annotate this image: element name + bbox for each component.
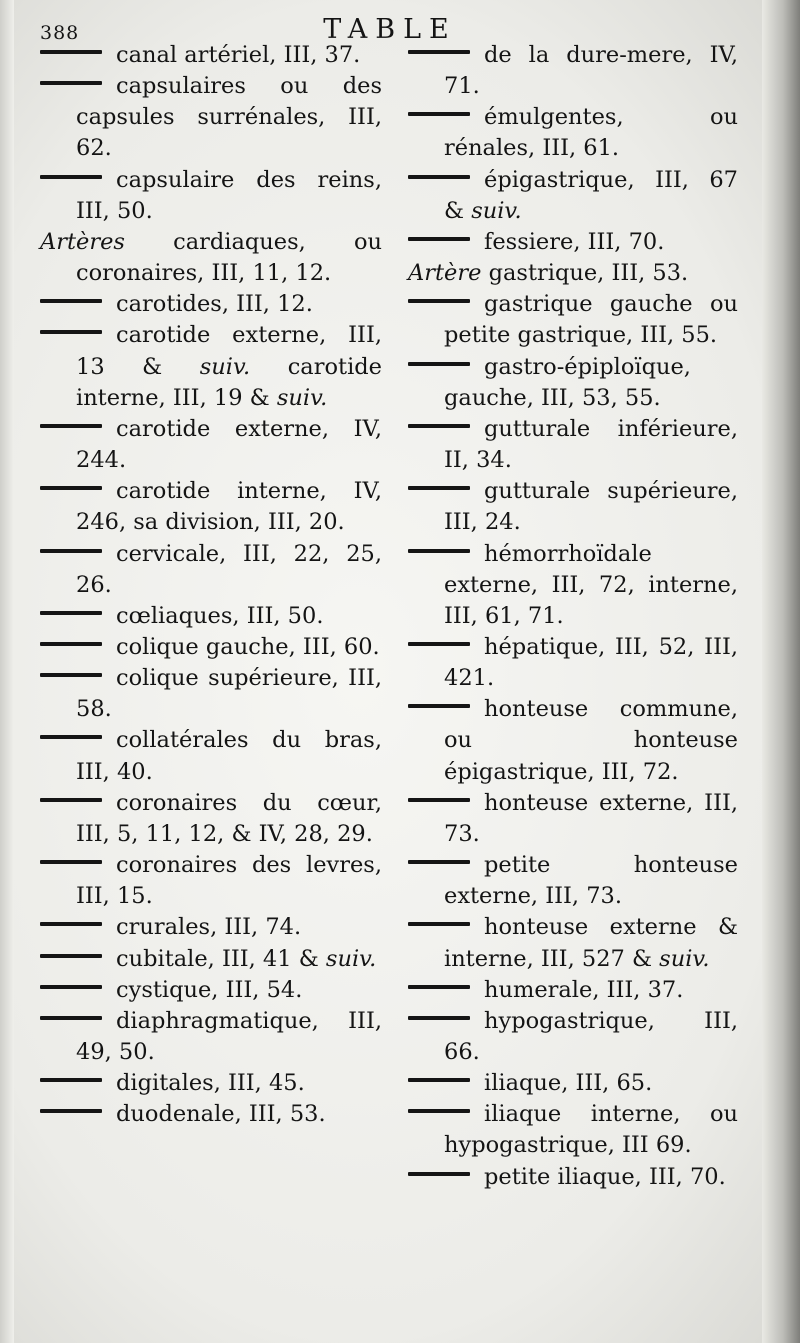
entry-text: gastrique gauche ou petite gastrique, III, 55. (444, 291, 738, 349)
entry-text: colique supérieure, III, 58. (76, 665, 382, 723)
page-left-edge (0, 0, 14, 1343)
entry-text: petite honteuse externe, III, 73. (444, 852, 738, 910)
index-entry (40, 289, 382, 320)
entry-text: carotide externe, III, 13 & (76, 322, 382, 380)
ditto-dash (40, 985, 102, 989)
ditto-dash (408, 362, 470, 366)
entry-text: colique gauche, III, 60. (116, 633, 380, 660)
left-column (40, 40, 382, 1130)
ditto-dash (408, 1016, 470, 1020)
entry-text: diaphragmatique, III, 49, 50. (76, 1007, 382, 1065)
entry-text: honteuse externe, III, 73. (444, 789, 738, 847)
index-entry (40, 944, 382, 975)
index-entry (408, 850, 738, 912)
entry-text: iliaque, III, 65. (484, 1070, 653, 1097)
entry-text: Artère (408, 260, 482, 287)
right-column (408, 40, 738, 1193)
ditto-dash (40, 50, 102, 54)
entry-text: capsulaires ou des capsules surrénales, III, 62. (76, 73, 382, 162)
index-entry (40, 227, 382, 289)
index-entry (408, 1068, 738, 1099)
entry-text: gutturale supérieure, III, 24. (444, 478, 738, 536)
ditto-dash (40, 299, 102, 303)
ditto-dash (40, 175, 102, 179)
ditto-dash (40, 798, 102, 802)
ditto-dash (40, 860, 102, 864)
ditto-dash (40, 954, 102, 958)
entry-text: suiv. (276, 384, 328, 411)
ditto-dash (408, 175, 470, 179)
entry-text: duodenale, III, 53. (116, 1101, 326, 1128)
index-entry (408, 1006, 738, 1068)
entry-text: carotide externe, IV, 244. (76, 415, 382, 474)
entry-text: hépatique, III, 52, III, 421. (444, 633, 738, 692)
index-entry (408, 975, 738, 1006)
index-entry (408, 1162, 738, 1193)
entry-text: collatérales du bras, III, 40. (76, 727, 382, 785)
entry-text: suiv. (659, 945, 710, 972)
ditto-dash (408, 1172, 470, 1176)
ditto-dash (408, 1078, 470, 1082)
index-entry (408, 352, 738, 414)
index-entry (40, 1006, 382, 1068)
entry-text: honteuse commune, ou honteuse épigastrique, III, 72. (444, 696, 738, 785)
ditto-dash (40, 1016, 102, 1020)
ditto-dash (408, 424, 470, 428)
index-entry (40, 320, 382, 413)
index-entry (40, 975, 382, 1006)
entry-text: carotide interne, III, 19 & (76, 353, 382, 411)
ditto-dash (40, 81, 102, 85)
ditto-dash (408, 985, 470, 989)
entry-text: suiv. (471, 197, 522, 224)
ditto-dash (408, 486, 470, 490)
index-entry (408, 227, 738, 258)
entry-text: gastro-épiploïque, gauche, III, 53, 55. (444, 353, 691, 411)
entry-text: fessiere, III, 70. (484, 228, 665, 255)
index-entry (40, 1099, 382, 1130)
index-entry (40, 40, 382, 71)
index-entry (40, 912, 382, 943)
entry-text: coronaires des levres, III, 15. (76, 852, 382, 910)
running-title: TABLE (323, 14, 457, 45)
ditto-dash (40, 611, 102, 615)
entry-text: suiv. (325, 945, 377, 972)
entry-text: hémorrhoïdale externe, III, 72, interne, III, 61, 71. (444, 540, 738, 629)
index-entry (408, 289, 738, 351)
entry-text: cœliaques, III, 50. (116, 602, 324, 629)
ditto-dash (40, 673, 102, 677)
ditto-dash (408, 922, 470, 926)
index-entry (40, 725, 382, 787)
ditto-dash (408, 860, 470, 864)
index-entry (40, 539, 382, 601)
index-entry (40, 71, 382, 164)
entry-text: gastrique, III, 53. (481, 260, 689, 287)
index-entry (40, 663, 382, 725)
index-entry (408, 102, 738, 164)
entry-text: iliaque interne, ou hypogastrique, III 69. (444, 1101, 738, 1159)
entry-text: carotides, III, 12. (116, 291, 313, 318)
ditto-dash (40, 735, 102, 739)
index-entry (408, 788, 738, 850)
index-entry (408, 476, 738, 538)
index-entry (408, 632, 738, 694)
entry-text: Artères (40, 228, 125, 255)
page-number: 388 (40, 22, 80, 44)
index-entry (408, 694, 738, 787)
entry-text: suiv. (199, 353, 251, 380)
ditto-dash (40, 922, 102, 926)
entry-text: cardiaques, ou coronaires, III, 11, 12. (76, 228, 382, 287)
ditto-dash (40, 330, 102, 334)
entry-text: carotide interne, IV, 246, sa division, III, 20. (76, 478, 382, 536)
entry-text: coronaires du cœur, III, 5, 11, 12, & IV, 28, 29. (76, 789, 382, 847)
index-entry (40, 476, 382, 538)
page-right-edge-shadow (762, 0, 800, 1343)
index-entry (408, 414, 738, 476)
entry-text: honteuse externe & interne, III, 527 & (444, 914, 738, 972)
entry-text: capsulaire des reins, III, 50. (76, 166, 382, 224)
ditto-dash (40, 642, 102, 646)
index-entry (40, 1068, 382, 1099)
index-entry (408, 40, 738, 102)
index-entry (40, 601, 382, 632)
ditto-dash (408, 704, 470, 708)
ditto-dash (40, 486, 102, 490)
ditto-dash (408, 642, 470, 646)
index-entry (408, 539, 738, 632)
index-entry (408, 1099, 738, 1161)
index-entry (408, 165, 738, 227)
ditto-dash (408, 549, 470, 553)
entry-text: cystique, III, 54. (116, 976, 303, 1003)
entry-text: cervicale, III, 22, 25, 26. (76, 540, 382, 598)
ditto-dash (40, 1109, 102, 1113)
entry-text: hypogastrique, III, 66. (444, 1007, 738, 1065)
entry-text: petite iliaque, III, 70. (484, 1163, 726, 1190)
ditto-dash (408, 50, 470, 54)
ditto-dash (408, 299, 470, 303)
entry-text: gutturale inférieure, II, 34. (444, 415, 738, 474)
entry-text: émulgentes, ou rénales, III, 61. (444, 104, 738, 162)
index-entry (40, 165, 382, 227)
ditto-dash (408, 1109, 470, 1113)
ditto-dash (40, 1078, 102, 1082)
entry-text: digitales, III, 45. (116, 1070, 305, 1097)
ditto-dash (40, 424, 102, 428)
ditto-dash (40, 549, 102, 553)
index-entry (408, 912, 738, 974)
entry-text: humerale, III, 37. (484, 976, 684, 1003)
index-entry (40, 414, 382, 476)
ditto-dash (408, 798, 470, 802)
ditto-dash (408, 237, 470, 241)
entry-text: cubitale, III, 41 & (116, 945, 326, 972)
ditto-dash (408, 112, 470, 116)
entry-text: de la dure-mere, IV, 71. (444, 42, 738, 100)
entry-text: canal artériel, III, 37. (116, 42, 361, 68)
index-entry (40, 850, 382, 912)
index-entry (408, 258, 738, 289)
index-entry (40, 632, 382, 663)
entry-text: crurales, III, 74. (116, 914, 302, 941)
entry-text: épigastrique, III, 67 & (444, 166, 738, 224)
index-entry (40, 788, 382, 850)
